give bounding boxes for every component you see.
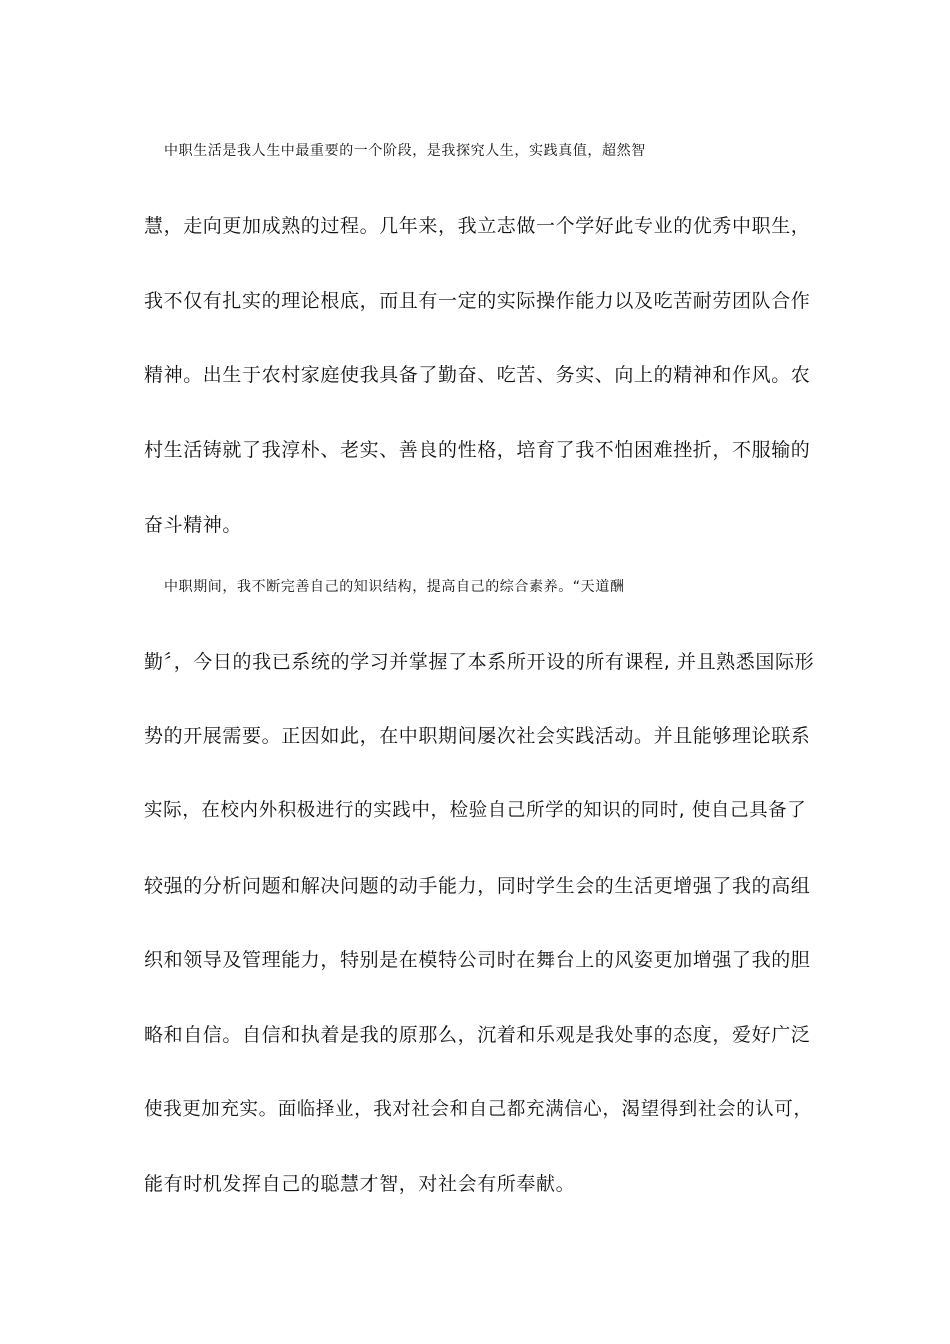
text-line: 能有时机发挥自己的聪慧才智，对社会有所奉献。 bbox=[144, 1173, 576, 1195]
text-line: 实际，在校内外积极进行的实践中，检验自己所学的知识的同时, 使自己具备了 bbox=[144, 800, 807, 821]
text-line: 勤〞，今日的我已系统的学习并掌握了本系所开设的所有课程, 并且熟悉国际形 bbox=[144, 651, 815, 673]
text-line: 精神。出生于农村家庭使我具备了勤奋、吃苦、务实、向上的精神和作风。农 bbox=[144, 364, 811, 386]
text-line: 中职生活是我人生中最重要的一个阶段，是我探究人生，实践真值，超然智 bbox=[164, 143, 646, 159]
text-line: 我不仅有扎实的理论根底，而且有一定的实际操作能力以及吃苦耐劳团队合作 bbox=[144, 290, 811, 312]
text-line: 较强的分析问题和解决问题的动手能力，同时学生会的生活更增强了我的高组 bbox=[144, 875, 811, 897]
text-line: 势的开展需要。正因如此，在中职期间屡次社会实践活动。并且能够理论联系 bbox=[144, 725, 811, 747]
text-line: 奋斗精神。 bbox=[144, 514, 243, 536]
text-line: 慧，走向更加成熟的过程。几年来，我立志做一个学好此专业的优秀中职生， bbox=[144, 215, 811, 237]
text-line: 使我更加充实。面临择业，我对社会和自己都充满信心，渴望得到社会的认可， bbox=[144, 1099, 813, 1120]
text-line: 织和领导及管理能力，特别是在模特公司时在舞台上的风姿更加增强了我的胆 bbox=[144, 949, 811, 971]
text-line: 村生活铸就了我淳朴、老实、善良的性格，培育了我不怕困难挫折，不服输的 bbox=[144, 439, 811, 461]
text-line: 中职期间，我不断完善自己的知识结构，提高自己的综合素养。“天道酬 bbox=[164, 579, 625, 595]
text-line: 略和自信。自信和执着是我的原那么，沉着和乐观是我处事的态度，爱好广泛 bbox=[144, 1024, 811, 1046]
